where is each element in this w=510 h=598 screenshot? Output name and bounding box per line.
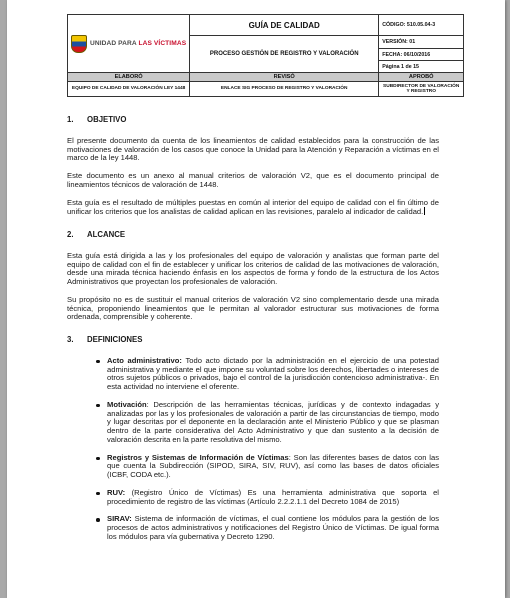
definition-text: : Son las diferentes bases de datos con las que cuenta la Subdirección (SIPOD, SIRA, SIV, RUV), así como las bases de datos oficiales (ICBF, CODA etc.). [107, 452, 440, 479]
signature-value-elaboro: EQUIPO DE CALIDAD DE VALORACIÓN LEY 1448 [68, 82, 190, 97]
section-number: 2. [67, 230, 74, 239]
section-heading-definiciones [67, 336, 439, 345]
paragraph: Esta guía es el resultado de múltiples puestas en común al interior del equipo de calidad con el fin último de unificar los criterios que los analistas de calidad aplican en las revisiones, paralelo al indicador de calidad. [67, 197, 439, 217]
document-title: GUÍA DE CALIDAD [190, 15, 379, 36]
logo-suffix: LAS VÍCTIMAS [138, 40, 187, 47]
logo-cell [68, 15, 190, 73]
paragraph: Su propósito no es de sustituir el manual criterios de valoración V2 sino complementario desde una mirada técnica, proponiendo lineamientos que le permitan al valorador estructurar sus motivaciones de forma ordenada, comprensible y coherente. [67, 294, 439, 322]
logo-prefix: UNIDAD PARA [90, 40, 139, 47]
definitions-list [67, 357, 439, 542]
document-header-table [67, 14, 464, 97]
process-name: PROCESO GESTIÓN DE REGISTRO Y VALORACIÓN [190, 36, 379, 73]
text-cursor [424, 207, 425, 215]
definition-term: SIRAV: [107, 514, 132, 524]
section-title: OBJETIVO [87, 115, 127, 124]
section-heading-objetivo [67, 116, 439, 125]
section-number: 1. [67, 115, 74, 124]
definition-term: Registros y Sistemas de Información de Víctimas [107, 452, 289, 462]
list-item [107, 357, 439, 392]
definition-term: RUV: [107, 487, 126, 497]
signature-value-aprobo: SUBDIRECTOR DE VALORACIÓN Y REGISTRO [379, 82, 464, 97]
signature-label-reviso: REVISÓ [190, 73, 379, 82]
document-code: CÓDIGO: 510.05.04-3 [379, 15, 464, 36]
definition-term: Motivación [107, 399, 147, 409]
section-number: 3. [67, 335, 74, 344]
document-body [67, 116, 439, 551]
section-title: ALCANCE [87, 230, 126, 239]
list-item [107, 401, 439, 445]
definition-text: Todo acto dictado por la administración en el ejercicio de una potestad administrativa y mediante el que impone su voluntad sobre los derechos, libertades o intereses de otros sujetos públicos o privados, bajo el control de la jurisdicción contencioso administrativa-. En esta actividad no interviene el oferente. [107, 355, 440, 391]
document-page [7, 0, 505, 598]
list-item [107, 489, 439, 507]
document-date: FECHA: 06/10/2016 [379, 49, 464, 61]
definition-text: : Descripción de las herramientas técnicas, jurídicas y de contexto indagadas y analizadas por las y los profesionales de valoración a partir de las circunstancias de tiempo, modo y lugar descritas por el deponente en la declaración ante el Ministerio Público y que se plasman dentro de la parte considerativa del Acto Administrativo y que dan sustento a la decisión de valoración descrita en la parte resolutiva del mismo. [107, 399, 439, 444]
list-item [107, 515, 439, 541]
section-heading-alcance [67, 231, 439, 240]
list-item [107, 454, 439, 480]
paragraph: Este documento es un anexo al manual criterios de valoración V2, que es el documento principal de lineamientos técnicos de valoración de 1448. [67, 171, 439, 189]
signature-label-elaboro: ELABORÓ [68, 73, 190, 82]
paragraph: El presente documento da cuenta de los lineamientos de calidad establecidos para la construcción de las motivaciones de valoración de los casos que conoce la Unidad para la Atención y Reparación a víctimas en el marco de la ley 1448. [67, 135, 439, 163]
document-version: VERSIÓN: 01 [379, 36, 464, 49]
paragraph: Esta guía está dirigida a las y los profesionales del equipo de valoración y analistas que forman parte del equipo de calidad con el fin de establecer y unificar los criterios de calidad de las motivaciones de valoración, desde una mirada técnica haciendo énfasis en los aspectos de forma y fondo de la estructura de los Actos Administrativos que proyectan los profesionales de valoración. [67, 250, 439, 286]
coat-of-arms-icon [71, 35, 87, 53]
unidad-victimas-logo [71, 35, 186, 53]
section-title: DEFINICIONES [87, 335, 143, 344]
definition-text: (Registro Único de Víctimas) Es una herramienta administrativa que soporta el procedimiento de registro de las víctimas (Artículo 2.2.2.1.1 del Decreto 1084 de 2015) [107, 487, 439, 506]
signature-label-aprobo: APROBÓ [379, 73, 464, 82]
signature-value-reviso: ENLACE SIG PROCESO DE REGISTRO Y VALORACIÓN [190, 82, 379, 97]
paragraph-with-cursor[interactable] [67, 199, 439, 218]
page-number: Página 1 de 15 [379, 61, 464, 73]
definition-text: Sistema de información de víctimas, el cual contiene los módulos para la gestión de los procesos de actos administrativos y notificaciones del Registro Único de Víctimas. De igual forma los módulos para vía gubernativa y Decreto 1290. [107, 514, 439, 541]
definition-term: Acto administrativo: [107, 355, 182, 365]
